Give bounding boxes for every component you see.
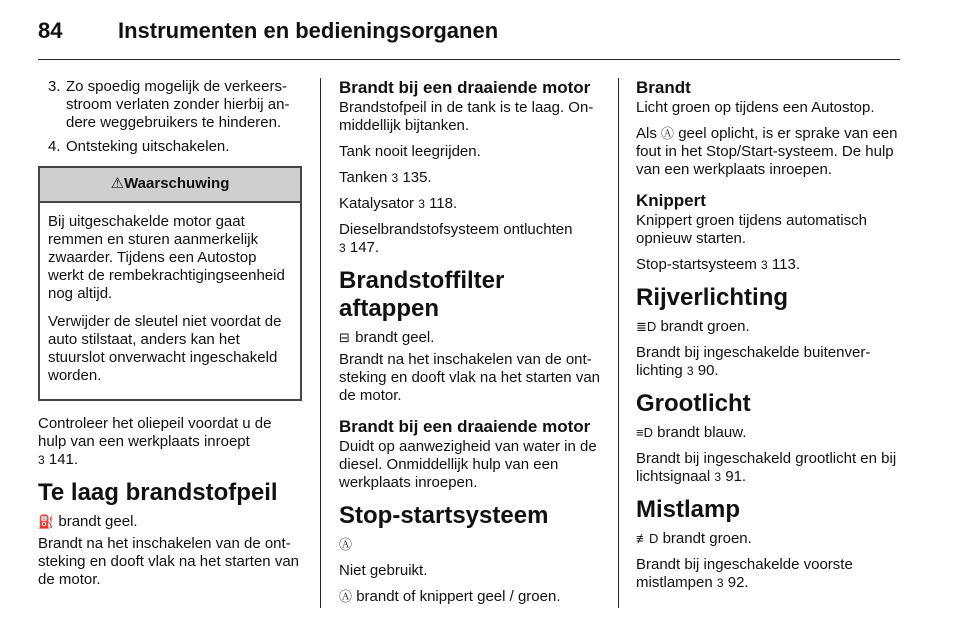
autostop-off-icon: Ⓐ bbox=[339, 537, 353, 552]
page-number: 84 bbox=[38, 18, 63, 43]
paragraph: Brandt bij ingeschakelde voorste mistlampen 3 92. bbox=[636, 556, 853, 591]
paragraph: Controleer het oliepeil voordat u de hulp van een werkplaats inroept 3 141. bbox=[38, 415, 272, 468]
subheading: Knippert bbox=[636, 191, 706, 210]
list-item: 3. Zo spoedig mogelijk de verkeersstroom verlaten zonder hierbij andere weggebruikers te hinderen. bbox=[48, 78, 290, 131]
section-heading: Te laag brandstofpeil bbox=[38, 479, 278, 506]
fog-light-icon: ≢D bbox=[636, 531, 659, 546]
page-ref-arrow-icon: 3 bbox=[339, 241, 346, 255]
paragraph bbox=[339, 536, 605, 554]
autostop-icon: Ⓐ bbox=[661, 126, 675, 141]
paragraph: Brandt na het inschakelen van de ontsteking en dooft vlak na het starten van de motor. bbox=[38, 535, 299, 588]
paragraph: Brandt bij ingeschakelde buitenverlichting 3 90. bbox=[636, 344, 871, 379]
paragraph: Licht groen op tijdens een Autostop. bbox=[636, 99, 875, 116]
paragraph: Als Ⓐ geel oplicht, is er sprake van een fout in het Stop/Start-systeem. De hulp van een werkplaats inroepen. bbox=[636, 125, 898, 178]
autostop-icon: Ⓐ bbox=[339, 589, 353, 604]
page-ref-arrow-icon: 3 bbox=[761, 258, 768, 272]
page-header bbox=[38, 18, 498, 44]
column-2 bbox=[339, 78, 605, 614]
subheading: Brandt bij een draaiende motor bbox=[339, 417, 591, 436]
high-beam-icon: ≡D bbox=[636, 425, 653, 440]
section-heading: Rijverlichting bbox=[636, 284, 789, 311]
warning-body bbox=[40, 203, 300, 399]
list-item: 4. Ontsteking uitschakelen. bbox=[48, 138, 230, 155]
paragraph: Knippert groen tijdens automatisch opnieuw starten. bbox=[636, 212, 867, 247]
column-divider-2 bbox=[618, 78, 619, 608]
paragraph: ≣D brandt groen. bbox=[636, 318, 750, 335]
warning-header bbox=[40, 168, 300, 203]
section-heading: Grootlicht bbox=[636, 390, 751, 417]
page-ref-arrow-icon: 3 bbox=[391, 171, 399, 185]
page-ref-arrow-icon: 3 bbox=[38, 453, 45, 467]
paragraph: ⛽ brandt geel. bbox=[38, 513, 138, 530]
fuel-pump-icon: ⛽ bbox=[38, 514, 55, 529]
column-3 bbox=[636, 78, 902, 600]
fuel-filter-icon: ⊟ bbox=[339, 330, 350, 345]
step-list bbox=[38, 78, 302, 156]
page-title: Instrumenten en bedieningsorganen bbox=[118, 18, 499, 43]
subheading: Brandt bbox=[636, 78, 691, 97]
paragraph: ⊟ brandt geel. bbox=[339, 329, 435, 346]
page-ref-arrow-icon: 3 bbox=[686, 364, 694, 378]
paragraph: ≢D brandt groen. bbox=[636, 530, 752, 547]
warning-icon: ⚠ bbox=[110, 175, 125, 192]
column-1 bbox=[38, 78, 302, 597]
column-divider-1 bbox=[320, 78, 321, 608]
section-heading: Stop-startsysteem bbox=[339, 502, 549, 529]
warning-box bbox=[38, 166, 302, 401]
section-heading: Brandstoffilter aftappen bbox=[339, 267, 505, 322]
paragraph: Brandt bij ingeschakeld grootlicht en bij lichtsignaal 3 91. bbox=[636, 450, 897, 485]
paragraph: Tanken 3 135. bbox=[339, 169, 432, 186]
paragraph: Niet gebruikt. bbox=[339, 562, 428, 579]
warning-paragraph: Verwijder de sleutel niet voordat de auto stilstaat, anders kan het stuurslot onverwacht ingeschakeld worden. bbox=[48, 313, 282, 384]
page-ref-arrow-icon: 3 bbox=[714, 470, 722, 484]
paragraph: Duidt op aanwezigheid van water in de diesel. Onmiddellijk hulp van een werkplaats inroepen. bbox=[339, 438, 597, 491]
paragraph: Tank nooit leegrijden. bbox=[339, 143, 481, 160]
page-ref-arrow-icon: 3 bbox=[716, 576, 724, 590]
warning-paragraph: Bij uitgeschakelde motor gaat remmen en sturen aanmerkelijk zwaarder. Tijdens een Autostop werkt de rembekrachtigingseenheid nog altijd. bbox=[48, 213, 285, 302]
paragraph: Brandstofpeil in de tank is te laag. Onmiddellijk bijtanken. bbox=[339, 99, 594, 134]
paragraph: Dieselbrandstofsysteem ontluchten 3 147. bbox=[339, 221, 573, 256]
low-beam-icon: ≣D bbox=[636, 319, 657, 334]
warning-title: Waarschuwing bbox=[124, 175, 230, 192]
paragraph: ≡D brandt blauw. bbox=[636, 424, 747, 441]
paragraph: Ⓐ brandt of knippert geel / groen. bbox=[339, 588, 561, 605]
paragraph: Stop-startsysteem 3 113. bbox=[636, 256, 800, 273]
page-ref-arrow-icon: 3 bbox=[418, 197, 425, 211]
header-divider bbox=[38, 59, 900, 60]
paragraph: Katalysator 3 118. bbox=[339, 195, 458, 212]
section-heading: Mistlamp bbox=[636, 496, 741, 523]
subheading: Brandt bij een draaiende motor bbox=[339, 78, 591, 97]
paragraph: Brandt na het inschakelen van de ontsteking en dooft vlak na het starten van de motor. bbox=[339, 351, 600, 404]
